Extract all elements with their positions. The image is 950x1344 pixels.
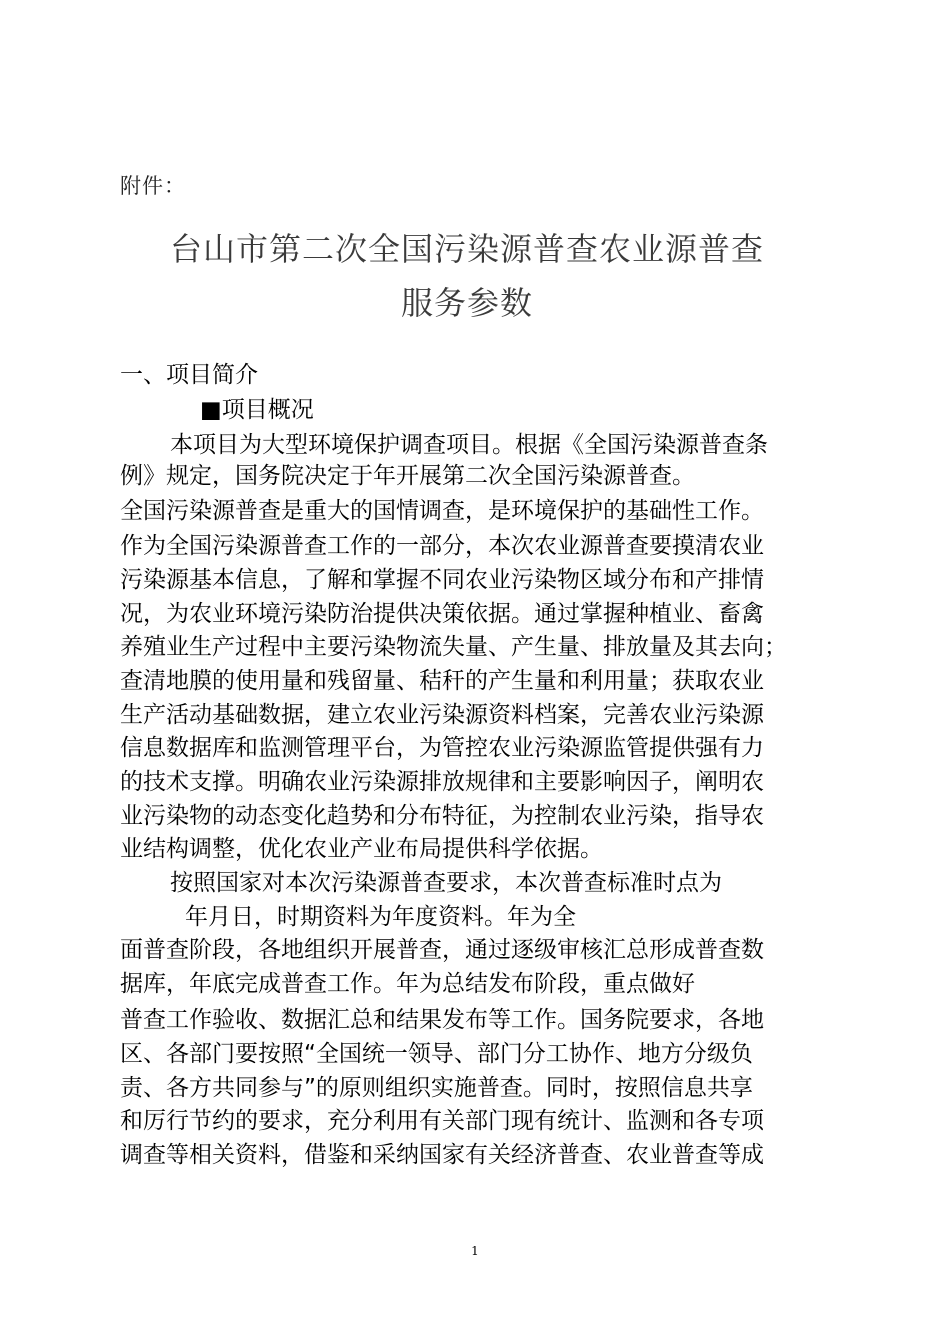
paragraph-line: 信息数据库和监测管理平台，为管控农业污染源监管提供强有力 [120,735,764,761]
paragraph-line: 的技术支撑。明确农业污染源排放规律和主要影响因子，阐明农 [120,769,764,795]
document-title-line-2: 服务参数 [400,284,533,322]
paragraph-line: 况，为农业环境污染防治提供决策依据。通过掌握种植业、畜禽 [120,601,764,627]
paragraph-line: 按照国家对本次污染源普查要求，本次普查标准时点为 [170,870,722,896]
paragraph-line: 查清地膜的使用量和残留量、秸秆的产生量和利用量；获取农业 [120,668,764,694]
document-title-line-1: 台山市第二次全国污染源普查农业源普查 [169,230,764,268]
paragraph-line: 业污染物的动态变化趋势和分布特征，为控制农业污染，指导农 [120,803,764,829]
paragraph-line: 普查工作验收、数据汇总和结果发布等工作。国务院要求，各地 [120,1007,764,1033]
paragraph-line: 和厉行节约的要求，充分利用有关部门现有统计、监测和各专项 [120,1108,764,1134]
paragraph-line: 面普查阶段，各地组织开展普查，通过逐级审核汇总形成普查数 [120,937,764,963]
paragraph-line: 作为全国污染源普查工作的一部分，本次农业源普查要摸清农业 [120,533,764,559]
paragraph-line: 责、各方共同参与”的原则组织实施普查。同时，按照信息共享 [120,1075,753,1101]
paragraph-line: 本项目为大型环境保护调查项目。根据《全国污染源普查条 [170,432,768,458]
attachment-label: 附件： [120,174,186,198]
paragraph-line: 全国污染源普查是重大的国情调查，是环境保护的基础性工作。 [120,498,764,524]
paragraph-line: 年月日，时期资料为年度资料。年为全 [185,904,576,930]
page-number: 1 [471,1244,479,1258]
paragraph-line: 养殖业生产过程中主要污染物流失量、产生量、排放量及其去向； [120,634,787,660]
paragraph-line: 调查等相关资料，借鉴和采纳国家有关经济普查、农业普查等成 [120,1142,764,1168]
paragraph-line: 区、各部门要按照“全国统一领导、部门分工协作、地方分级负 [120,1041,753,1067]
paragraph-line: 污染源基本信息，了解和掌握不同农业污染物区域分布和产排情 [120,567,764,593]
subsection-heading: ■项目概况 [200,397,314,423]
paragraph-line: 据库，年底完成普查工作。年为总结发布阶段，重点做好 [120,971,695,997]
paragraph-line: 生产活动基础数据，建立农业污染源资料档案，完善农业污染源 [120,702,764,728]
paragraph-line: 例》规定，国务院决定于年开展第二次全国污染源普查。 [120,463,695,489]
paragraph-line: 业结构调整，优化农业产业布局提供科学依据。 [120,836,603,862]
section-heading: 一、项目简介 [120,362,258,388]
